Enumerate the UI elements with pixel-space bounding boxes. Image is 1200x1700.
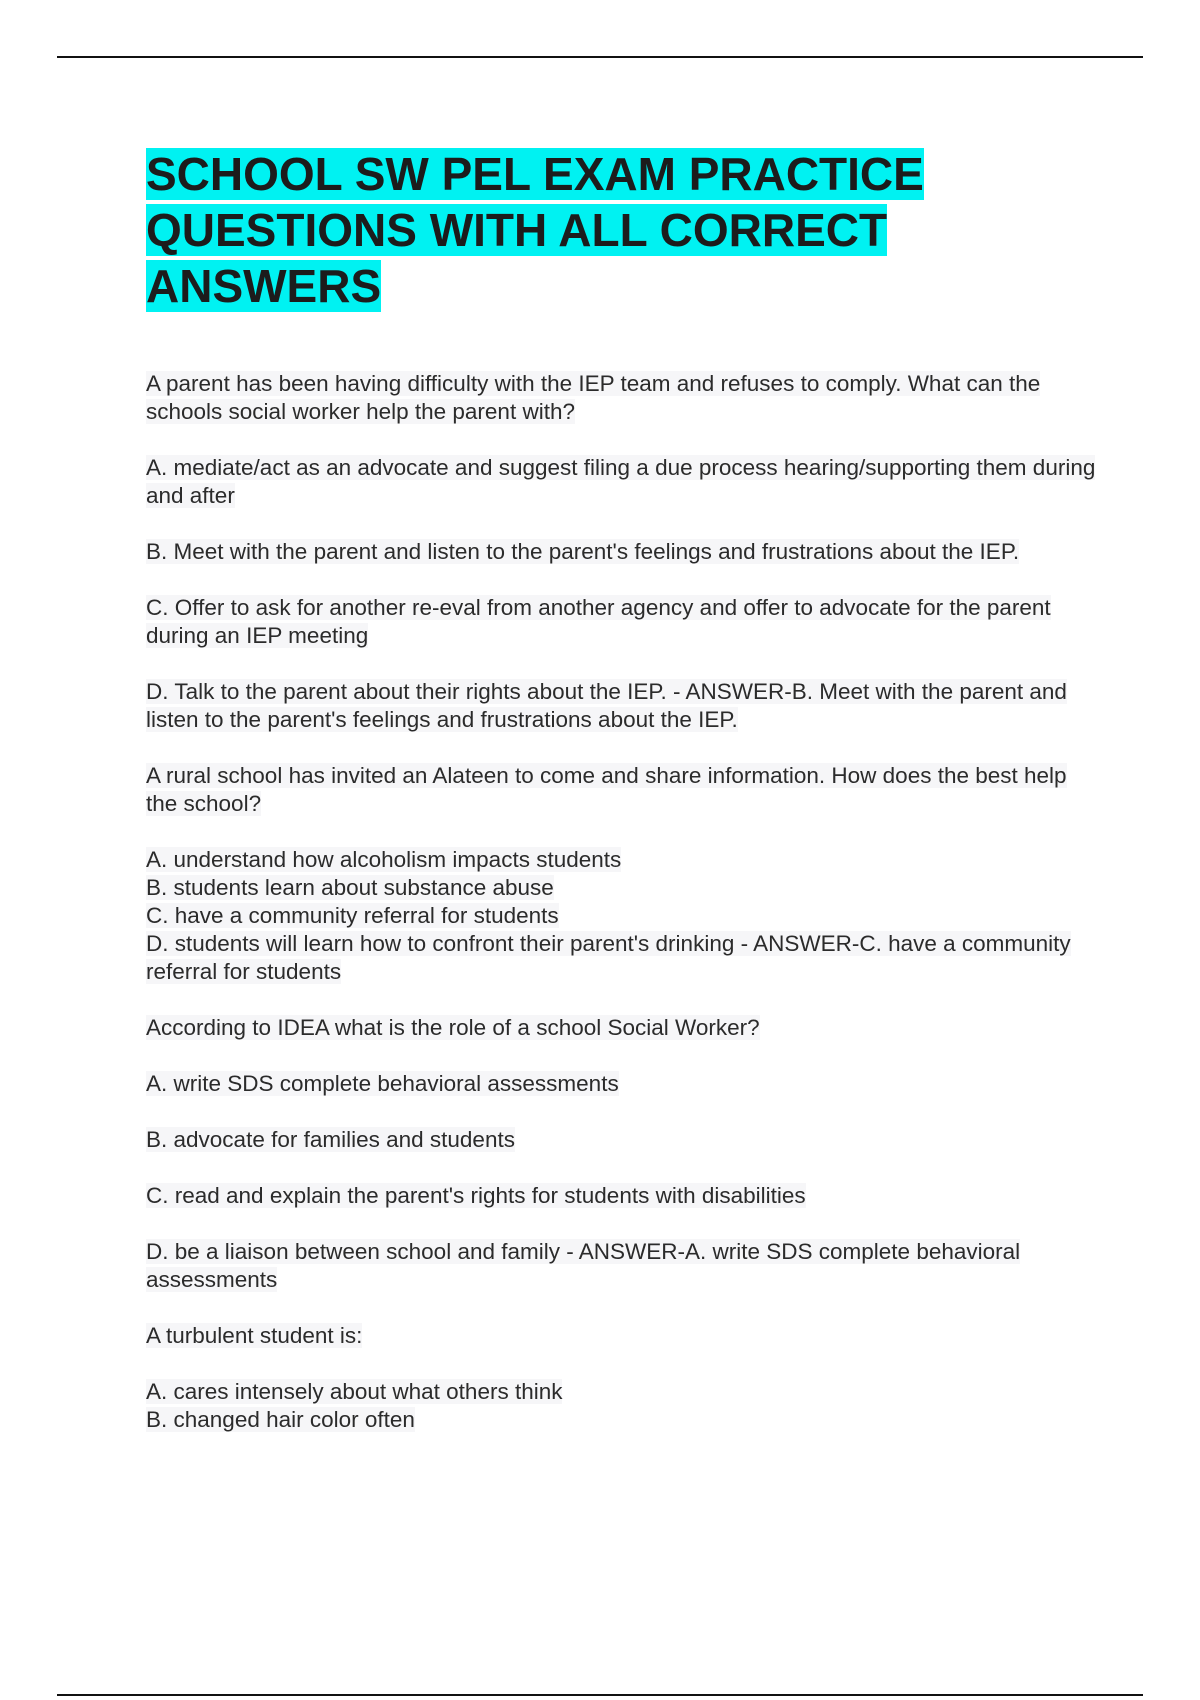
questions-body	[146, 370, 1096, 1434]
question-4-stem: A turbulent student is:	[146, 1323, 363, 1348]
question-3-option-c: C. read and explain the parent's rights for students with disabilities	[146, 1183, 806, 1208]
question-4-option-b: B. changed hair color often	[146, 1407, 415, 1432]
question-1-option-c: C. Offer to ask for another re-eval from another agency and offer to advocate for the parent during an IEP meeting	[146, 595, 1051, 648]
question-2-option-b: B. students learn about substance abuse	[146, 875, 554, 900]
question-1-option-d-answer: D. Talk to the parent about their rights about the IEP. - ANSWER-B. Meet with the parent and listen to the parent's feelings and frustrations about the IEP.	[146, 679, 1067, 732]
title-line-3: ANSWERS	[146, 260, 382, 312]
question-2-stem: A rural school has invited an Alateen to come and share information. How does the best help the school?	[146, 763, 1067, 816]
question-3-option-b: B. advocate for families and students	[146, 1127, 515, 1152]
question-1-option-b: B. Meet with the parent and listen to the parent's feelings and frustrations about the IEP.	[146, 539, 1020, 564]
title-line-2: QUESTIONS WITH ALL CORRECT	[146, 204, 888, 256]
question-1-stem: A parent has been having difficulty with the IEP team and refuses to comply. What can the schools social worker help the parent with?	[146, 371, 1041, 424]
question-1-option-a: A. mediate/act as an advocate and suggest filing a due process hearing/supporting them during and after	[146, 455, 1096, 508]
question-3-option-a: A. write SDS complete behavioral assessments	[146, 1071, 619, 1096]
question-2-options	[146, 846, 1096, 986]
question-2-option-a: A. understand how alcoholism impacts students	[146, 847, 622, 872]
question-3-option-d-answer: D. be a liaison between school and family - ANSWER-A. write SDS complete behavioral assessments	[146, 1239, 1021, 1292]
top-rule	[57, 56, 1143, 58]
document-content	[146, 146, 1096, 1462]
title-line-1: SCHOOL SW PEL EXAM PRACTICE	[146, 148, 924, 200]
question-3-stem: According to IDEA what is the role of a school Social Worker?	[146, 1015, 760, 1040]
question-4-options	[146, 1378, 1096, 1434]
question-2-option-d-answer: D. students will learn how to confront their parent's drinking - ANSWER-C. have a community referral for students	[146, 931, 1071, 984]
question-2-option-c: C. have a community referral for students	[146, 903, 559, 928]
document-title	[146, 146, 1096, 314]
bottom-rule	[57, 1694, 1143, 1696]
question-4-option-a: A. cares intensely about what others think	[146, 1379, 563, 1404]
